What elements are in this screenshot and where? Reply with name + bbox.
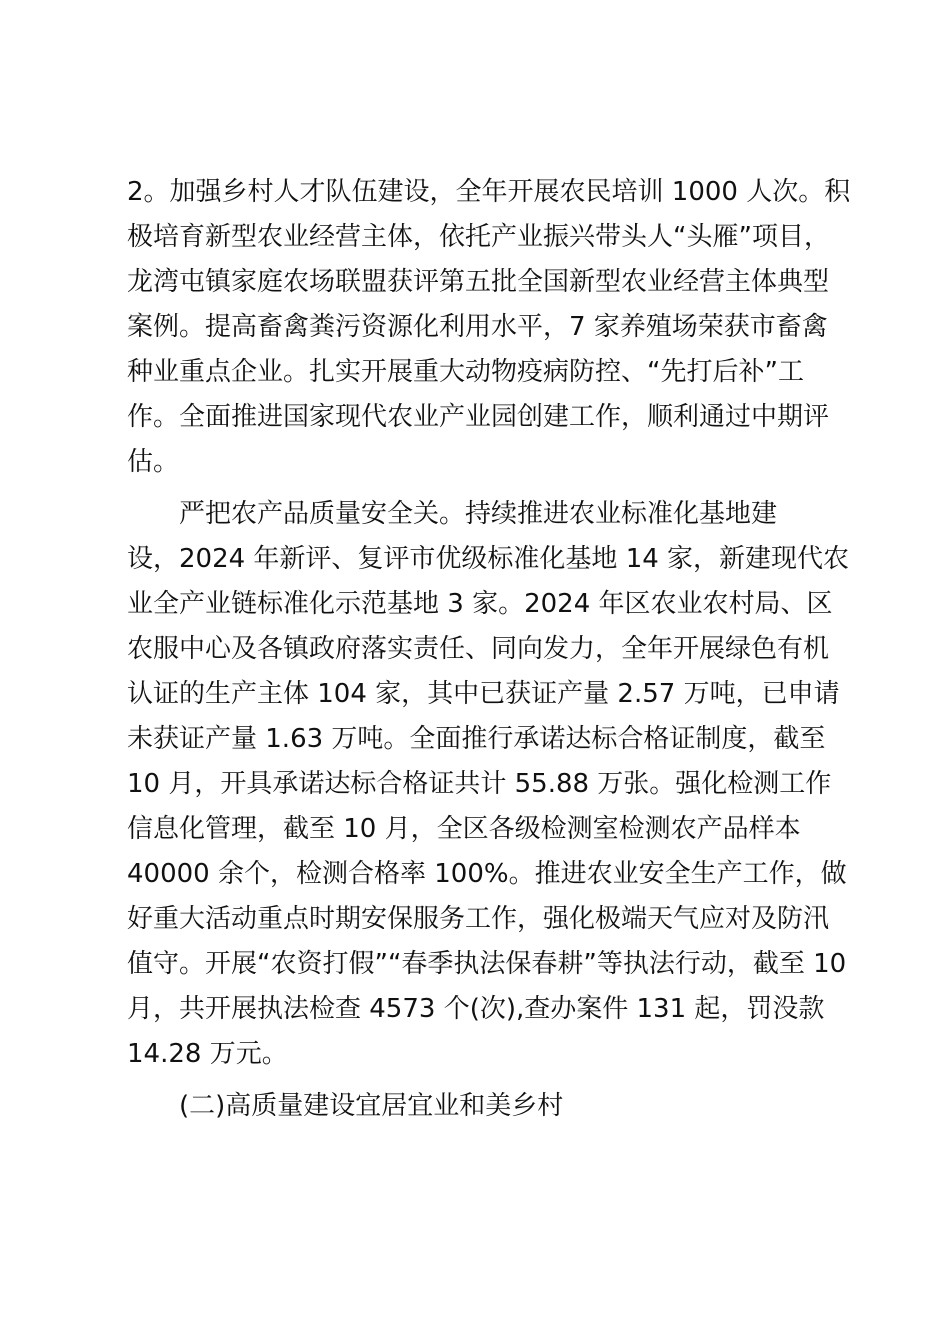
paragraph-line: 种业重点企业。扎实开展重大动物疫病防控、“先打后补”工 (127, 357, 804, 387)
paragraph-line: 严把农产品质量安全关。持续推进农业标准化基地建 (179, 499, 778, 529)
paragraph-quality-safety (127, 492, 850, 1077)
paragraph-line: 认证的生产主体 104 家，其中已获证产量 2.57 万吨，已申请 (127, 679, 840, 709)
paragraph-line: 信息化管理，截至 10 月，全区各级检测室检测农产品样本 (127, 814, 801, 844)
paragraph-line: 设，2024 年新评、复评市优级标准化基地 14 家，新建现代农 (127, 544, 850, 574)
paragraph-line: 极培育新型农业经营主体，依托产业振兴带头人“头雁”项目， (127, 222, 830, 252)
paragraph-line: 未获证产量 1.63 万吨。全面推行承诺达标合格证制度，截至 (127, 724, 826, 754)
paragraph-line: 14.28 万元。 (127, 1039, 288, 1069)
paragraph-line: 龙湾屯镇家庭农场联盟获评第五批全国新型农业经营主体典型 (127, 267, 830, 297)
paragraph-line: 业全产业链标准化示范基地 3 家。2024 年区农业农村局、区 (127, 589, 833, 619)
paragraph-line: 好重大活动重点时期安保服务工作，强化极端天气应对及防汛 (127, 904, 830, 934)
paragraph-line: 月，共开展执法检查 4573 个(次),查办案件 131 起，罚没款 (127, 994, 825, 1024)
paragraph-line: 2。加强乡村人才队伍建设，全年开展农民培训 1000 人次。积 (127, 177, 851, 207)
section-heading: (二)高质量建设宜居宜业和美乡村 (179, 1091, 564, 1121)
paragraph-line: 案例。提高畜禽粪污资源化利用水平，7 家养殖场荣获市畜禽 (127, 312, 828, 342)
paragraph-line: 40000 余个，检测合格率 100%。推进农业安全生产工作，做 (127, 859, 847, 889)
paragraph-line: 10 月，开具承诺达标合格证共计 55.88 万张。强化检测工作 (127, 769, 832, 799)
paragraph-line: 估。 (127, 447, 180, 477)
paragraph-line: 作。全面推进国家现代农业产业园创建工作，顺利通过中期评 (127, 402, 830, 432)
paragraph-line: 农服中心及各镇政府落实责任、同向发力，全年开展绿色有机 (127, 634, 830, 664)
paragraph-line: 值守。开展“农资打假”“春季执法保春耕”等执法行动，截至 10 (127, 949, 847, 979)
paragraph-talent-team (127, 170, 851, 485)
document-body (127, 170, 851, 1129)
